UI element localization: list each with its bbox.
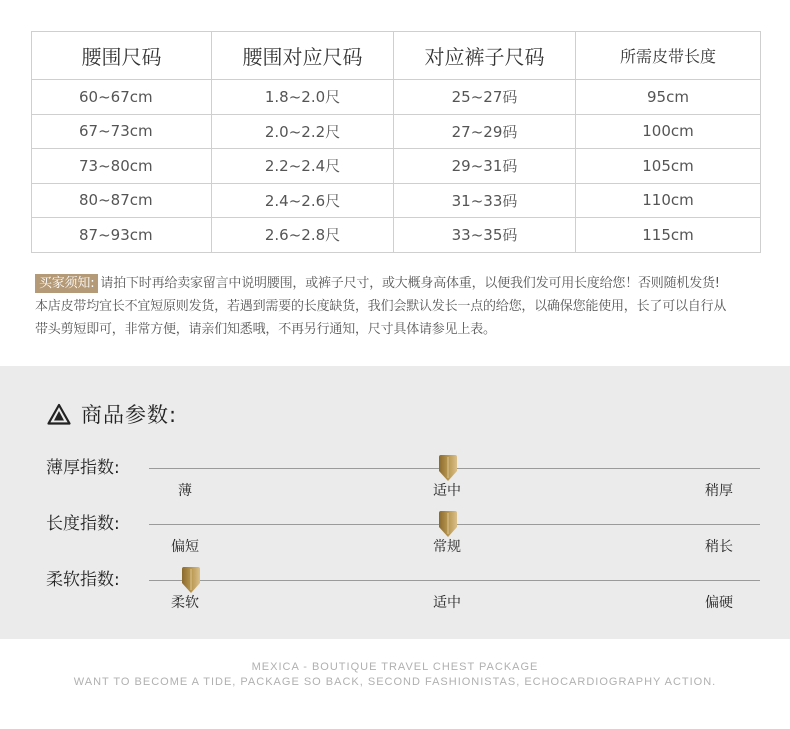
notice-tag: 买家须知:: [35, 274, 98, 293]
table-cell: 115cm: [576, 218, 761, 253]
table-cell: 100cm: [576, 114, 761, 149]
table-cell: 110cm: [576, 183, 761, 218]
notice-line-1: [35, 272, 760, 295]
size-table: [31, 31, 761, 253]
scale-label: 常规: [433, 539, 461, 555]
table-row: [32, 218, 761, 253]
header-waist-chi: 腰围对应尺码: [212, 32, 394, 80]
scale-label: 稍长: [705, 539, 733, 555]
table-cell: 95cm: [576, 80, 761, 115]
param-track: [149, 580, 760, 581]
table-row: [32, 149, 761, 184]
buyer-notice: [35, 272, 760, 341]
table-cell: 29~31码: [394, 149, 576, 184]
header-waist-size: 腰围尺码: [32, 32, 212, 80]
notice-text-1: 请拍下时再给卖家留言中说明腰围，或裤子尺寸，或大概身高体重，以便我们发可用长度给您！否则随机发货!: [100, 276, 720, 291]
params-title: [47, 401, 177, 427]
footer-line-2: WANT TO BECOME A TIDE, PACKAGE SO BACK, SECOND FASHIONISTAS, ECHOCARDIOGRAPHY ACTION.: [73, 676, 717, 688]
header-belt-length: 所需皮带长度: [576, 32, 761, 80]
table-row: [32, 80, 761, 115]
scale-label: 适中: [433, 483, 461, 499]
table-cell: 87~93cm: [32, 218, 212, 253]
param-label: 长度指数:: [46, 514, 120, 534]
scale-label: 薄: [178, 483, 192, 499]
level-marker-icon: [437, 510, 459, 538]
scale-label: 适中: [433, 595, 461, 611]
table-cell: 60~67cm: [32, 80, 212, 115]
table-cell: 105cm: [576, 149, 761, 184]
table-cell: 67~73cm: [32, 114, 212, 149]
param-label: 柔软指数:: [46, 570, 120, 590]
param-row-thickness: [0, 453, 790, 513]
table-cell: 73~80cm: [32, 149, 212, 184]
table-cell: 25~27码: [394, 80, 576, 115]
warning-triangle-icon: [47, 403, 71, 425]
notice-line-3: 带头剪短即可，非常方便，请亲们知悉哦，不再另行通知，尺寸具体请参见上表。: [35, 322, 496, 337]
scale-label: 稍厚: [705, 483, 733, 499]
level-marker-icon: [437, 454, 459, 482]
table-cell: 2.2~2.4尺: [212, 149, 394, 184]
table-header-row: [32, 32, 761, 80]
product-params-panel: [0, 366, 790, 639]
param-label: 薄厚指数:: [46, 458, 120, 478]
notice-line-2: 本店皮带均宜长不宜短原则发货，若遇到需要的长度缺货，我们会默认发长一点的给您，以确保您能使用，长了可以自行从: [35, 299, 727, 314]
table-cell: 33~35码: [394, 218, 576, 253]
param-row-softness: [0, 565, 790, 625]
scale-label: 偏短: [171, 539, 199, 555]
params-title-text: 商品参数:: [81, 403, 178, 427]
footer-tagline: [0, 660, 790, 690]
table-cell: 31~33码: [394, 183, 576, 218]
level-marker-icon: [180, 566, 202, 594]
param-row-length: [0, 509, 790, 569]
table-cell: 27~29码: [394, 114, 576, 149]
scale-label: 柔软: [171, 595, 199, 611]
table-row: [32, 183, 761, 218]
footer-line-1: MEXICA - BOUTIQUE TRAVEL CHEST PACKAGE: [251, 661, 539, 673]
scale-label: 偏硬: [705, 595, 733, 611]
table-cell: 1.8~2.0尺: [212, 80, 394, 115]
table-cell: 2.4~2.6尺: [212, 183, 394, 218]
table-cell: 2.0~2.2尺: [212, 114, 394, 149]
table-cell: 80~87cm: [32, 183, 212, 218]
header-pants-size: 对应裤子尺码: [394, 32, 576, 80]
table-row: [32, 114, 761, 149]
table-cell: 2.6~2.8尺: [212, 218, 394, 253]
